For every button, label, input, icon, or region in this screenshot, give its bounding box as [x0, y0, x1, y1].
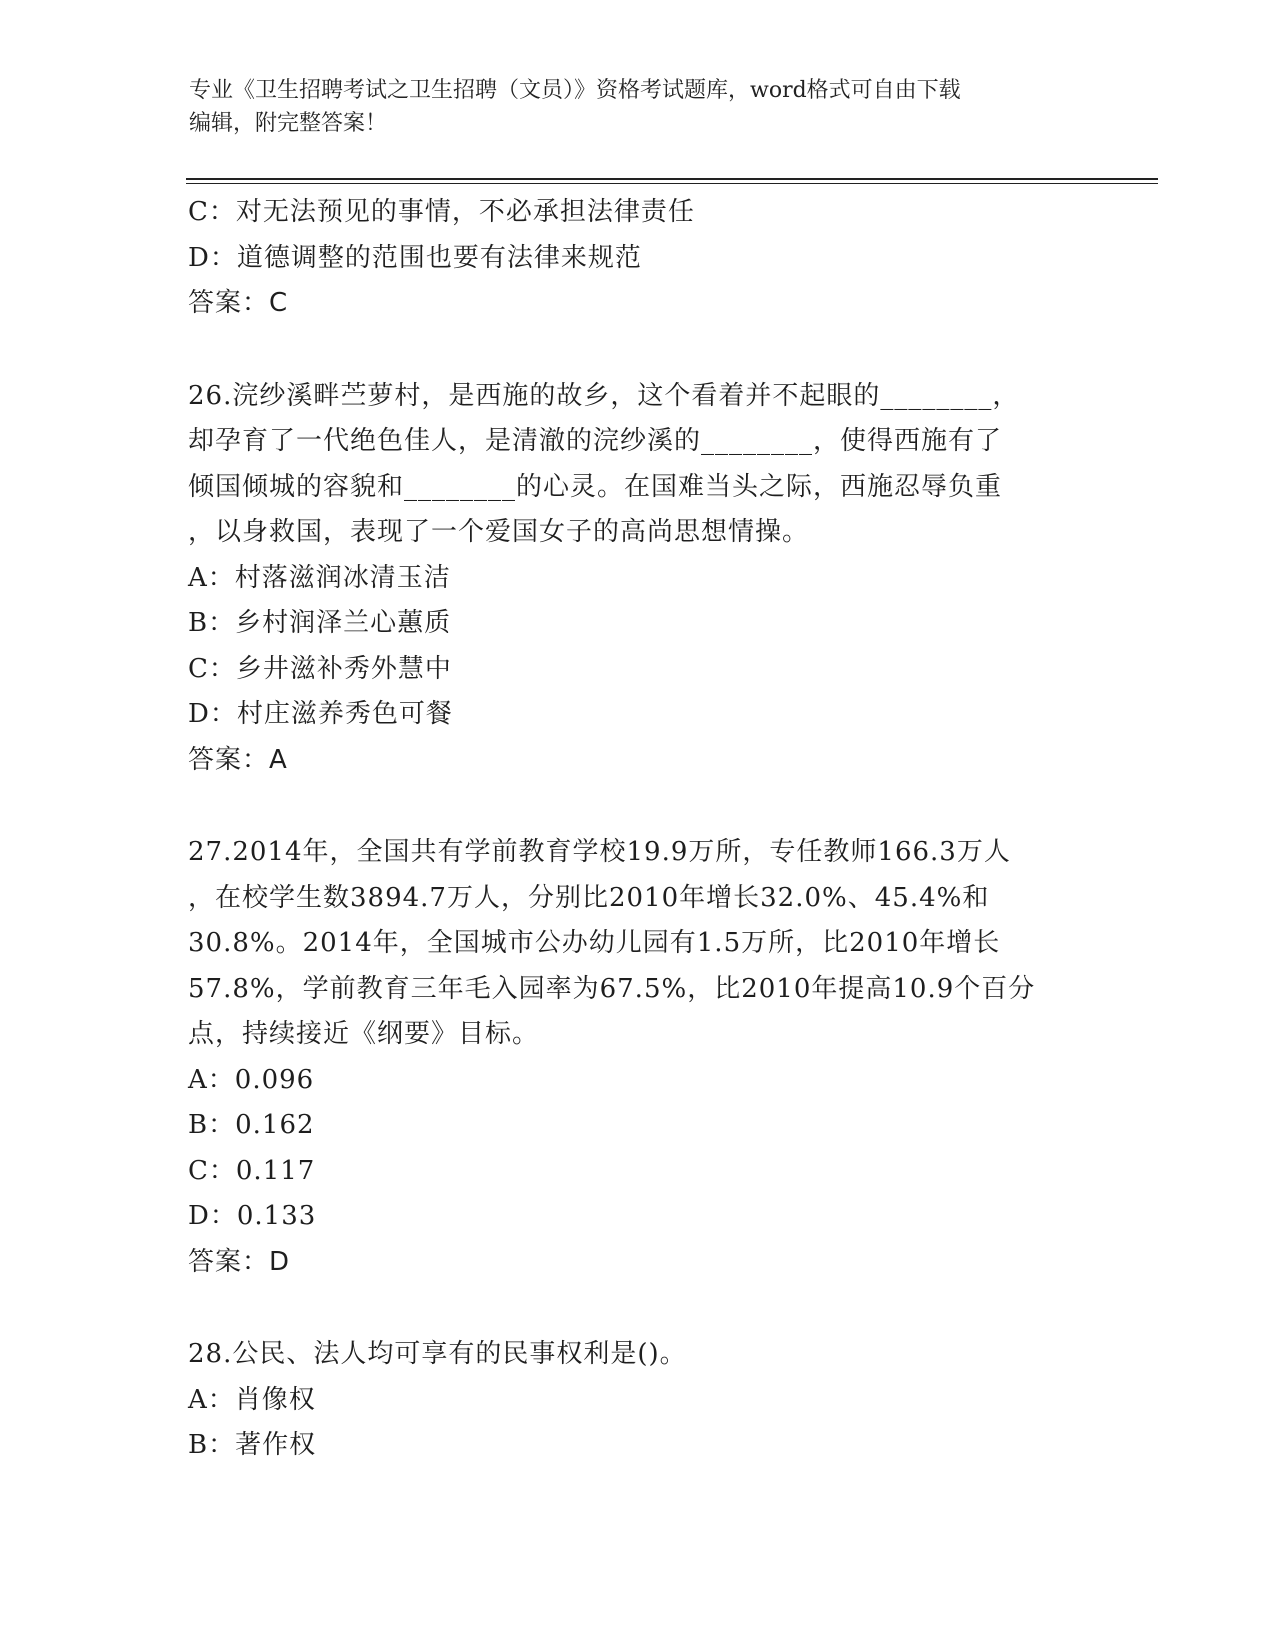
question-text-line: 57.8%，学前教育三年毛入园率为67.5%，比2010年提高10.9个百分: [188, 973, 1036, 1004]
option-d: D：0.133: [188, 1201, 317, 1231]
question-text-line: 点，持续接近《纲要》目标。: [188, 1019, 540, 1049]
header-line-2: 编辑，附完整答案！: [189, 111, 388, 136]
question-27: [188, 830, 1088, 1285]
question-26: [188, 374, 1088, 784]
question-text-line: 却孕育了一代绝色佳人，是清澈的浣纱溪的________，使得西施有了: [188, 426, 1003, 456]
question-text-line: 28.公民、法人均可享有的民事权利是()。: [188, 1339, 687, 1369]
question-text-line: 27.2014年，全国共有学前教育学校19.9万所，专任教师166.3万人: [188, 837, 1011, 867]
question-text-line: ，在校学生数3894.7万人，分别比2010年增长32.0%、45.4%和: [188, 882, 990, 913]
option-d: D：道德调整的范围也要有法律来规范: [188, 242, 642, 273]
option-a: A：肖像权: [188, 1384, 316, 1415]
option-c: C：对无法预见的事情，不必承担法律责任: [188, 197, 695, 227]
question-text-line: 30.8%。2014年，全国城市公办幼儿园有1.5万所，比2010年增长: [188, 928, 1001, 958]
spacer: [188, 783, 1088, 830]
option-c: C：0.117: [188, 1155, 316, 1186]
header-line-1: 专业《卫生招聘考试之卫生招聘（文员）》资格考试题库，word格式可自由下载: [189, 78, 961, 103]
spacer: [188, 327, 1088, 374]
option-d: D：村庄滋养秀色可餐: [188, 699, 453, 729]
spacer: [188, 1285, 1088, 1332]
question-28: [188, 1332, 1088, 1469]
option-c: C：乡井滋补秀外慧中: [188, 653, 452, 684]
page-header: [189, 74, 1069, 140]
option-a: A：0.096: [188, 1064, 315, 1095]
question-text-line: 26.浣纱溪畔苎萝村，是西施的故乡，这个看着并不起眼的________，: [188, 380, 1020, 411]
option-b: B：著作权: [188, 1430, 317, 1460]
option-b: B：0.162: [188, 1110, 315, 1140]
question-25: [188, 190, 1088, 327]
answer-line: 答案：A: [188, 744, 288, 775]
header-rule-thick: [186, 178, 1158, 180]
answer-line: 答案：C: [188, 288, 289, 318]
option-b: B：乡村润泽兰心蕙质: [188, 608, 452, 638]
question-content: [188, 190, 1088, 1469]
question-text-line: ，以身救国，表现了一个爱国女子的高尚思想情操。: [188, 517, 810, 547]
option-a: A：村落滋润冰清玉洁: [188, 562, 451, 593]
header-rule-thin: [186, 183, 1158, 184]
answer-line: 答案：D: [188, 1246, 291, 1277]
question-text-line: 倾国倾城的容貌和________的心灵。在国难当头之际，西施忍辱负重: [188, 471, 1003, 502]
